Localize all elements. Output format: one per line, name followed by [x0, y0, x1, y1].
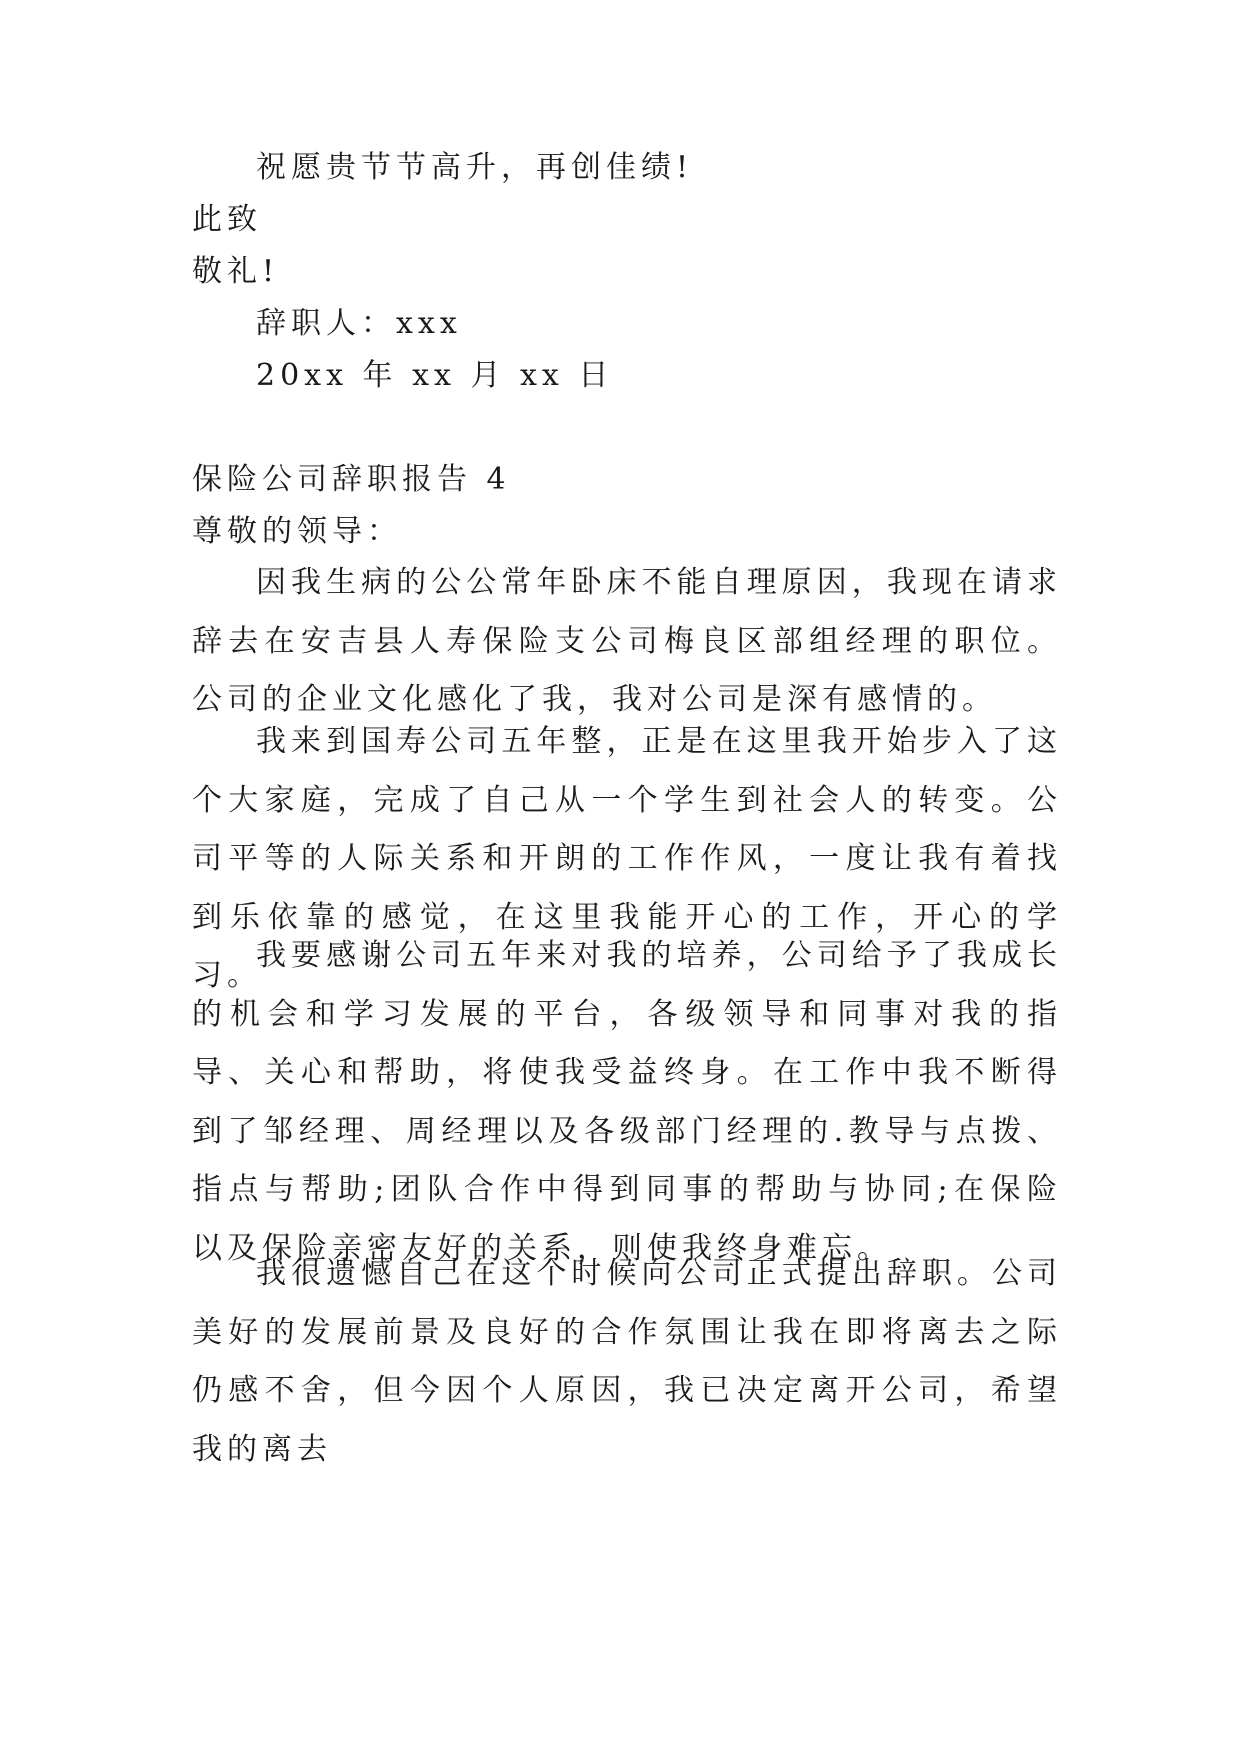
body-paragraph-1: 因我生病的公公常年卧床不能自理原因，我现在请求辞去在安吉县人寿保险支公司梅良区部组经理的职位。公司的企业文化感化了我，我对公司是深有感情的。 — [192, 565, 1062, 717]
closing-line-1: 此致 — [192, 202, 262, 237]
body-paragraph-3: 我要感谢公司五年来对我的培养，公司给予了我成长的机会和学习发展的平台，各级领导和同事对我的指导、关心和帮助，将使我受益终身。在工作中我不断得到了邹经理、周经理以及各级部门经理的.教导与点拨、指点与帮助;团队合作中得到同事的帮助与协同;在保险以及保险亲密友好的关系，则使我终身难忘。 — [192, 938, 1062, 1266]
body-paragraph-2: 我来到国寿公司五年整，正是在这里我开始步入了这个大家庭，完成了自己从一个学生到社会人的转变。公司平等的人际关系和开朗的工作作风，一度让我有着找到乐依靠的感觉，在这里我能开心的工作，开心的学习。 — [192, 724, 1062, 993]
section-title: 保险公司辞职报告 4 — [192, 462, 511, 497]
closing-wish: 祝愿贵节节高升，再创佳绩! — [256, 150, 694, 185]
letter-date: 20xx 年 xx 月 xx 日 — [256, 358, 614, 393]
salutation: 尊敬的领导： — [192, 514, 402, 549]
body-paragraph-4: 我很遗憾自己在这个时候向公司正式提出辞职。公司美好的发展前景及良好的合作氛围让我在即将离去之际仍感不舍，但今因个人原因，我已决定离开公司，希望我的离去 — [192, 1256, 1062, 1467]
closing-line-2: 敬礼! — [192, 254, 280, 289]
signer: 辞职人：xxx — [256, 306, 462, 341]
